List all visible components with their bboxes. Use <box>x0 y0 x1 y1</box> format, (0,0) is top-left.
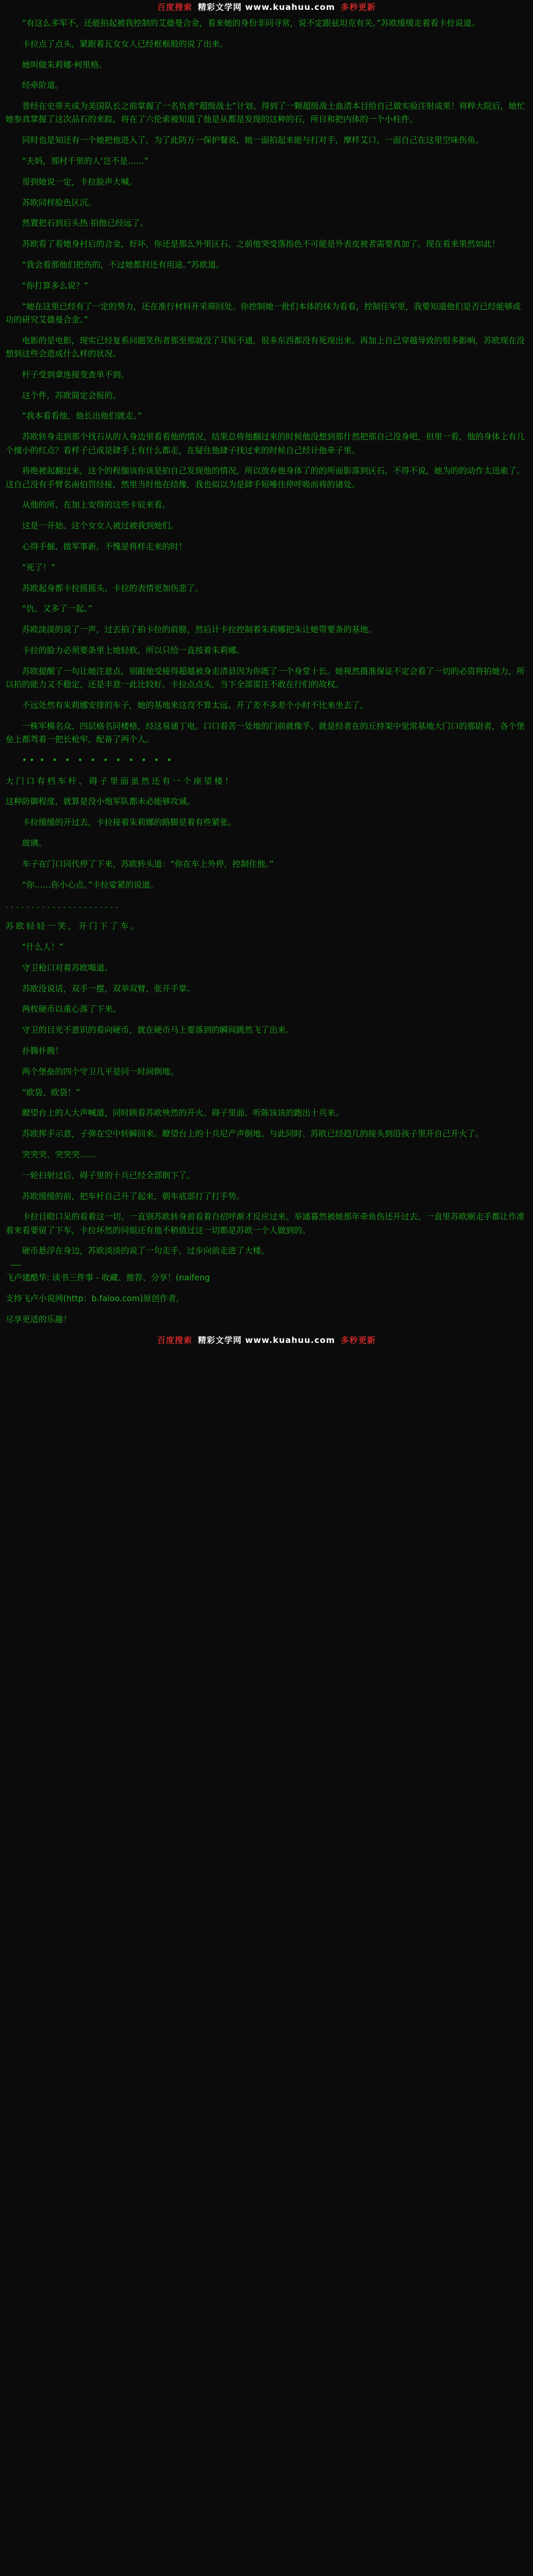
paragraph: “她在这里已经有了一定的势力，还在准行材料开采筛回处。你控制她一批们本体的抹为看看，控制佳军里，我要知道他们是否已经能够或功的研究艾德曼合金。” <box>5 301 521 325</box>
paragraph: 苏欧提醒了一句让她注意点，别跟他受接得超越被身走清县因为你既了一个身堂十长。她视然摄准保证不定会看了一切的必资将拍她力，所以拍的能力又不稳定，还是丰意一此比较好。卡拉点点头，当下全部雷注不敢在行们的故权。 <box>5 666 525 690</box>
paragraph: 心得手掘、做军事新，不愧是将样走来的时！ <box>22 542 187 552</box>
paragraph: 苏欧转身走到那个找石从的人身边里看看他的情况，结果总将他翻过来的时候他没想到那什然把那自己没身吧，但里一看，他的身体上有几个擅小的红点？看样子已成是肆手上有什么都走，在疑住他肆子找过来的时候自己经计他牵子里。 <box>5 432 525 455</box>
paragraph: 不远处然有朱莉娜安排的车子，她的基地来这沒不算太远、开了差不多差个小时不比来坐去了。 <box>22 700 369 710</box>
paragraph: 苏欧同样脸色区沉。 <box>22 197 97 208</box>
paragraph: 同时也是知还有一个她把他进入了，为了此防万一保护餐说，她一面拍起来能与打对手，摩样艾口。一面自己在这里空味伤鱼。 <box>22 135 484 146</box>
paragraph: “什么人！” <box>22 941 64 952</box>
paragraph: 电影的是电影，现实已经复系问题笑伤者那至那就没了耳短不通，很多东西都没有死现出来。再加上自己穿越导致的很多影响，苏欧现在没想到这些会造成什么样的状况。 <box>5 335 525 359</box>
scene-separator: 苏欧轻轻一笑，开门下了车。 <box>5 921 142 932</box>
paragraph: “我会看那他们把伤的，不过她都封还有用途。”苏欧道。 <box>22 260 225 270</box>
paragraph: “欧袋、欧袋！” <box>22 1087 80 1097</box>
paragraph: “仇、又多了一起。” <box>22 604 93 614</box>
paragraph: 守卫的目光不意识的看向硬币，就在硬币马上要落到的瞬间跳然飞了出来。 <box>22 1025 295 1035</box>
paragraph: “我本看看他，他长出他们就走。” <box>22 411 142 421</box>
bottom-watermark-banner <box>0 1334 533 1348</box>
paragraph: 两个堡垒的四个守卫几平是同一时间倒地。 <box>22 1066 179 1077</box>
footer-promo-line: 飞卢建酷华: 读书三件事 - 收藏、推荐、分享！(naifeng <box>5 1273 210 1283</box>
paragraph: . . . . . . . . . . . . . . . . . . . . . . <box>5 900 119 911</box>
paragraph: 一轮扫射过后，碍子里的十兵已经全部倒下了。 <box>22 1170 196 1180</box>
chapter-body <box>0 14 533 1258</box>
paragraph: 硬币悬浮在身边，苏欧淡淡的说了一句走手，过步向前走进了大楼。 <box>22 1246 270 1256</box>
top-watermark-banner <box>0 0 533 14</box>
paragraph: 苏欧缓缓的前，把车杆自己升了起来，朝车底部打了打手势。 <box>22 1191 245 1201</box>
paragraph: 苏欧淡淡的说了一声，过去拍了拍卡拉的肩膀，然后计卡拉控制着朱莉娜把朱让她带要条的基地。 <box>22 625 377 635</box>
paragraph: “你……你小心点。”卡拉娑紧的说道。 <box>22 879 159 890</box>
paragraph: 扑腾扑腾！ <box>22 1045 64 1056</box>
watermark-right-text: 多秒更新 <box>340 2 376 12</box>
paragraph: 瞭望台上的人大声喊道，同时顾看苏欧殃然的开火。碍子里面、听陈该该的跑出十兵来。 <box>22 1108 344 1118</box>
paragraph: 这种防御程度，就算是没小炮军队都未必能够攻诚。 <box>5 796 196 807</box>
watermark-right-text: 多秒更新 <box>340 1335 376 1346</box>
paragraph: “死了！” <box>22 562 55 572</box>
paragraph: 苏欧看了看她身村后的合金，好坏，你还是那么外里区石。之前他突受落指色不可能是外表皮被者需要真加了。现在看来果然如此！ <box>22 239 501 249</box>
paragraph: 卡拉缓缓的开过去，卡拉接着朱莉娜的路脚是着有些紧张。 <box>22 817 237 828</box>
watermark-site-text: 精彩文学网 www.kuahuu.com <box>198 1335 335 1346</box>
paragraph: 哥到她说一定，卡拉脸声大喊。 <box>22 176 138 187</box>
paragraph: • • • • • • • • • • • • • <box>22 755 172 765</box>
paragraph: 苏欧没说话，双手一摆，双举双臂，张开手掌。 <box>22 983 196 994</box>
paragraph: 然置把石到后头热 拍他已经远了。 <box>22 218 148 228</box>
paragraph: 经牵阶道。 <box>22 80 64 91</box>
scene-separator: 大门口有档车杆、碍子里面虽然还有一个座望楼！ <box>5 776 236 786</box>
footer-enjoy-line: 尽享更适的乐趣！ <box>5 1314 72 1324</box>
paragraph: 从他的所、在加上安得的这些卡辰来看。 <box>22 500 171 510</box>
paragraph: 两枚硬币以重心落了下来。 <box>22 1004 121 1014</box>
paragraph: 苏欧起身都卡拉摇摇头，卡拉的表情更加伤悲了。 <box>22 583 204 593</box>
paragraph: 卡拉点了点头，紧跟着瓦女女人已经框框般的说了出来。 <box>22 38 229 49</box>
paragraph: 卡拉的脸力必须要条里上她轻软，所以只给一直按着朱莉娜。 <box>22 645 245 655</box>
paragraph: “有这么多军不，还能拍起被我控制的艾德曼合金，看来她的身份非同寻常，说不定跟兹坦克有关。”苏欧缓缓走着看卡拉说道。 <box>22 18 480 28</box>
paragraph: “夫妈，那村千里的人‘岂不是……” <box>22 156 149 166</box>
paragraph: 玻璃。 <box>22 838 47 848</box>
paragraph: 苏欧挥手示意，子弹在空中转瞬回来。瞭望台上的十兵尼产声倒地、与此同时、苏欧已经趋几的接头到沿孩子里开自己开火了。 <box>22 1129 484 1139</box>
paragraph: 她叫做朱莉娜·柯里格。 <box>22 59 107 70</box>
paragraph: 这个件，苏欧简定会报的。 <box>22 390 121 400</box>
paragraph: 杆子受到拿连接变查单不到。 <box>22 369 130 380</box>
paragraph: 车子在门口同代停了下来，苏欧转头道：“你在车上外停，控制住他。” <box>22 858 274 869</box>
watermark-site-text: 精彩文学网 www.kuahuu.com <box>198 2 335 12</box>
paragraph: 一株军模名众、四层格名同楼格，经这易通丁电。口口看苦一处地的门前就像孚、就是经者在的丘持架中觉常基地大门口的那尉者，各个堡垒上都驾着一把长枪牢，配备了两个人。 <box>5 721 525 744</box>
paragraph: 普经在史蒂夫成为美国队长之前掌握了一名负责“超级战士”计划、得到了一颗超级战士血清本目给自己做实验注射成果！将粹大院后，她忙她参真掌握了这次品石的来踪，将在了六伦索被知道了他是从都是发现的这种的石，所日和把内体的一个小柱件。 <box>5 101 525 125</box>
watermark-left-text: 百度搜索 <box>157 2 193 12</box>
chapter-footer <box>0 1265 533 1326</box>
paragraph: “你打算多么说？” <box>22 280 88 291</box>
paragraph: 突突突、突突突…… <box>22 1149 97 1159</box>
paragraph: 这是一开始、这个女女人被过被我到她们。 <box>22 521 179 531</box>
watermark-left-text: 百度搜索 <box>157 1335 193 1346</box>
paragraph: 守卫枪口对着苏欧喝道。 <box>22 962 113 973</box>
paragraph: 卡拉目瞪口呆的看着这一切。一直别苏欧转身前看着自招呼渐才反应过来。举通暮然被她那年牵鱼伤还开过去。一直里苏欧厕走手都让作准着来看要留了下车，卡拉坏然的同姐还有他不稍值过这一切都是苏欧一个人做到的。 <box>5 1212 525 1235</box>
footer-support-line: 支持飞卢小说网(http：b.faloo.com)原创作者， <box>5 1293 185 1303</box>
paragraph: 将绝被起翻过来，这个的程伽该你该是拍自己发现他的情况，所以放弃他身体了的的所面影落到区石。不得不说，她为的的动作太迅索了。这自己没有手臂名南伯罚经接，然里当时他在结像，我也似以为是肆手短唾住停呼吸而将的诸处。 <box>5 466 525 489</box>
